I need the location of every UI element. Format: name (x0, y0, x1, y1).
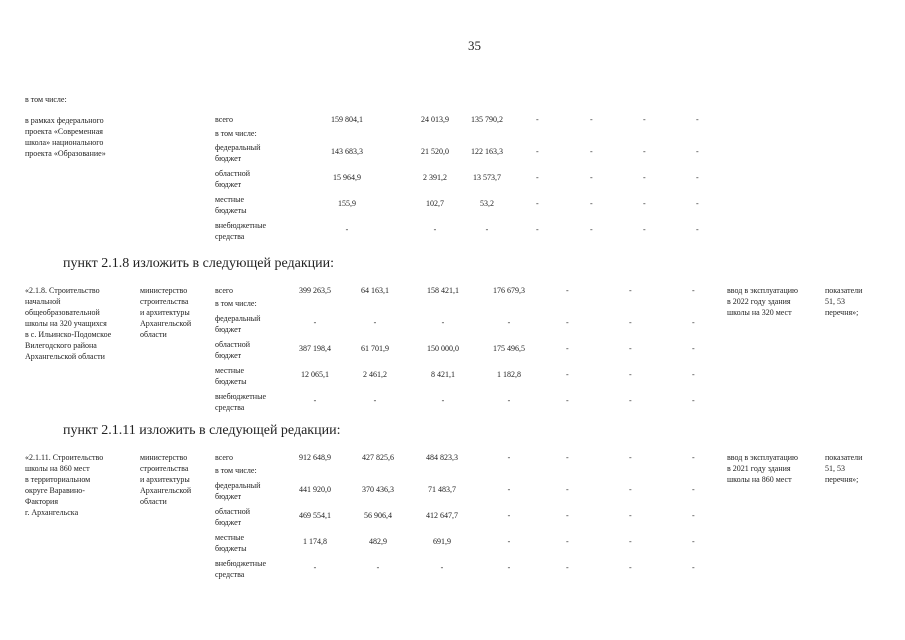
ministry: министерство строительства и архитектуры Архангельской области (140, 286, 192, 339)
empty-cell: - (536, 199, 539, 208)
value-cell: 56 906,4 (364, 511, 392, 520)
value-cell: 53,2 (480, 199, 494, 208)
value-cell: 135 790,2 (471, 115, 503, 124)
value-cell: - (507, 396, 511, 405)
project-description: «2.1.8. Строительство начальной общеобразовательной школы на 320 учащихся в с. Ильинско-Подомское Вилегодского района Архангельской области (25, 286, 112, 361)
indicators: показатели 51, 53 перечня»; (825, 286, 863, 317)
value-cell: 482,9 (369, 537, 387, 546)
empty-cell: - (643, 173, 646, 182)
empty-cell: - (566, 286, 569, 295)
empty-cell: - (536, 225, 539, 234)
value-cell: 1 182,8 (497, 370, 521, 379)
row-label: федеральный бюджет (215, 314, 261, 334)
row-label: местные бюджеты (215, 533, 247, 553)
empty-cell: - (696, 225, 699, 234)
empty-cell: - (566, 396, 569, 405)
value-cell: - (507, 563, 511, 572)
row-label: федеральный бюджет (215, 481, 261, 501)
empty-cell: - (629, 370, 632, 379)
value-cell: 102,7 (426, 199, 444, 208)
empty-cell: - (566, 537, 569, 546)
value-cell: 441 920,0 (299, 485, 331, 494)
empty-cell: - (629, 537, 632, 546)
value-cell: 2 461,2 (363, 370, 387, 379)
empty-cell: - (566, 318, 569, 327)
empty-cell: - (696, 147, 699, 156)
row-label: областной бюджет (215, 340, 251, 360)
row-label: в том числе: (215, 299, 257, 308)
top-label: в том числе: (25, 95, 67, 104)
empty-cell: - (629, 511, 632, 520)
empty-cell: - (696, 115, 699, 124)
value-cell: 159 804,1 (331, 115, 363, 124)
section-heading-2-1-8: пункт 2.1.8 изложить в следующей редакции: (63, 256, 334, 271)
empty-cell: - (629, 396, 632, 405)
value-cell: 412 647,7 (426, 511, 458, 520)
expected-result: ввод в эксплуатацию в 2022 году здания школы на 320 мест (727, 286, 798, 317)
value-cell: 24 013,9 (421, 115, 449, 124)
row-label: всего (215, 286, 234, 295)
ministry: министерство строительства и архитектуры Архангельской области (140, 453, 192, 506)
empty-cell: - (629, 318, 632, 327)
value-cell: 155,9 (338, 199, 356, 208)
value-cell: 427 825,6 (362, 453, 394, 462)
page-number: 35 (468, 38, 481, 53)
value-cell: 143 683,3 (331, 147, 363, 156)
row-label: местные бюджеты (215, 366, 247, 386)
value-cell: - (507, 453, 511, 462)
value-cell: - (313, 318, 317, 327)
empty-cell: - (692, 286, 695, 295)
empty-cell: - (566, 344, 569, 353)
row-label: всего (215, 115, 234, 124)
indicators: показатели 51, 53 перечня»; (825, 453, 863, 484)
value-cell: 12 065,1 (301, 370, 329, 379)
empty-cell: - (692, 485, 695, 494)
value-cell: 150 000,0 (427, 344, 459, 353)
value-cell: - (376, 563, 380, 572)
empty-cell: - (590, 115, 593, 124)
empty-cell: - (692, 318, 695, 327)
value-cell: 484 823,3 (426, 453, 458, 462)
expected-result: ввод в эксплуатацию в 2021 году здания школы на 860 мест (727, 453, 798, 484)
value-cell: 691,9 (433, 537, 451, 546)
empty-cell: - (590, 225, 593, 234)
value-cell: - (441, 318, 445, 327)
value-cell: 8 421,1 (431, 370, 455, 379)
value-cell: - (440, 563, 444, 572)
value-cell: 158 421,1 (427, 286, 459, 295)
empty-cell: - (566, 511, 569, 520)
value-cell: - (373, 318, 377, 327)
value-cell: 71 483,7 (428, 485, 456, 494)
value-cell: - (507, 485, 511, 494)
empty-cell: - (629, 453, 632, 462)
empty-cell: - (629, 563, 632, 572)
section-heading-2-1-11: пункт 2.1.11 изложить в следующей редакции: (63, 423, 341, 438)
row-label: областной бюджет (215, 507, 251, 527)
value-cell: 399 263,5 (299, 286, 331, 295)
empty-cell: - (692, 511, 695, 520)
project-description: в рамках федерального проекта «Современная школа» национального проекта «Образование» (25, 116, 106, 158)
empty-cell: - (590, 173, 593, 182)
value-cell: 122 163,3 (471, 147, 503, 156)
empty-cell: - (692, 537, 695, 546)
row-label: в том числе: (215, 129, 257, 138)
value-cell: 21 520,0 (421, 147, 449, 156)
row-label: всего (215, 453, 234, 462)
value-cell: - (433, 225, 437, 234)
row-label: местные бюджеты (215, 195, 247, 215)
value-cell: 64 163,1 (361, 286, 389, 295)
empty-cell: - (536, 147, 539, 156)
value-cell: - (313, 396, 317, 405)
value-cell: - (313, 563, 317, 572)
value-cell: - (507, 318, 511, 327)
empty-cell: - (692, 396, 695, 405)
value-cell: 2 391,2 (423, 173, 447, 182)
value-cell: - (373, 396, 377, 405)
value-cell: 13 573,7 (473, 173, 501, 182)
row-label: внебюджетные средства (215, 392, 266, 412)
value-cell: - (507, 511, 511, 520)
empty-cell: - (692, 370, 695, 379)
value-cell: 176 679,3 (493, 286, 525, 295)
empty-cell: - (566, 453, 569, 462)
empty-cell: - (696, 199, 699, 208)
value-cell: 912 648,9 (299, 453, 331, 462)
empty-cell: - (692, 344, 695, 353)
value-cell: - (441, 396, 445, 405)
empty-cell: - (692, 563, 695, 572)
project-description: «2.1.11. Строительство школы на 860 мест в территориальном округе Варавино- Фактория г. Архангельска (25, 453, 104, 517)
row-label: федеральный бюджет (215, 143, 261, 163)
value-cell: - (485, 225, 489, 234)
empty-cell: - (643, 115, 646, 124)
empty-cell: - (629, 286, 632, 295)
empty-cell: - (629, 344, 632, 353)
empty-cell: - (590, 147, 593, 156)
empty-cell: - (590, 199, 593, 208)
empty-cell: - (643, 225, 646, 234)
row-label: в том числе: (215, 466, 257, 475)
empty-cell: - (629, 485, 632, 494)
empty-cell: - (566, 563, 569, 572)
row-label: областной бюджет (215, 169, 251, 189)
value-cell: 370 436,3 (362, 485, 394, 494)
empty-cell: - (643, 199, 646, 208)
row-label: внебюджетные средства (215, 559, 266, 579)
value-cell: - (507, 537, 511, 546)
empty-cell: - (643, 147, 646, 156)
value-cell: - (345, 225, 349, 234)
empty-cell: - (536, 115, 539, 124)
empty-cell: - (536, 173, 539, 182)
row-label: внебюджетные средства (215, 221, 266, 241)
value-cell: 1 174,8 (303, 537, 327, 546)
value-cell: 387 198,4 (299, 344, 331, 353)
value-cell: 61 701,9 (361, 344, 389, 353)
value-cell: 15 964,9 (333, 173, 361, 182)
empty-cell: - (696, 173, 699, 182)
value-cell: 175 496,5 (493, 344, 525, 353)
empty-cell: - (566, 485, 569, 494)
value-cell: 469 554,1 (299, 511, 331, 520)
empty-cell: - (566, 370, 569, 379)
empty-cell: - (692, 453, 695, 462)
